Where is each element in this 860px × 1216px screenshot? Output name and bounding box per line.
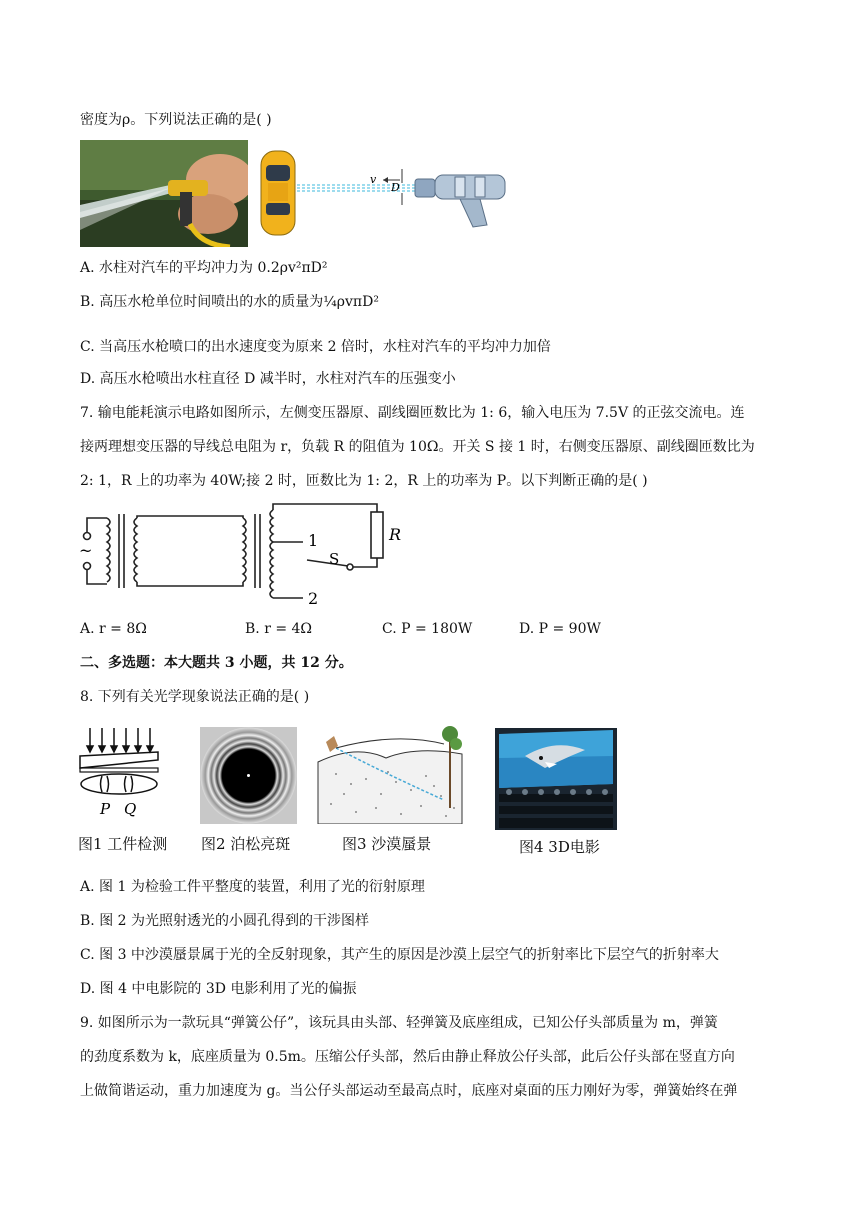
switch-terminal-2: 2 (308, 589, 319, 608)
switch-label: S (329, 550, 340, 568)
q7-line-3: 2: 1，R 上的功率为 40W;接 2 时，匝数比为 1: 2，R 上的功率为 P。以下判断正确的是( ) (80, 473, 648, 489)
section-heading: 二、多选题：本大题共 3 小题，共 12 分。 (80, 655, 353, 671)
q6-option-a: A. 水柱对汽车的平均冲力为 0.2ρv²πD² (80, 260, 328, 276)
q6-intro: 密度为ρ。下列说法正确的是( ) (80, 112, 272, 128)
water-gun-photo (80, 140, 248, 247)
q8-option-b: B. 图 2 为光照射透光的小圆孔得到的干涉图样 (80, 913, 369, 929)
q6-option-d: D. 高压水枪喷出水柱直径 D 减半时，水柱对汽车的压强变小 (80, 371, 456, 387)
poisson-spot-figure (200, 727, 297, 824)
car-water-gun-diagram (255, 147, 510, 237)
label-p: P (100, 800, 111, 818)
q9-line-1: 9. 如图所示为一款玩具“弹簧公仔”，该玩具由头部、轻弹簧及底座组成，已知公仔头部质量为 m，弹簧 (80, 1015, 718, 1031)
q9-line-2: 的劲度系数为 k，底座质量为 0.5m。压缩公仔头部，然后由静止释放公仔头部，此后公仔头部在竖直方向 (80, 1049, 735, 1065)
q8-option-c: C. 图 3 中沙漠蜃景属于光的全反射现象，其产生的原因是沙漠上层空气的折射率比下层空气的折射率大 (80, 947, 719, 963)
fig4-caption: 图4 3D电影 (519, 838, 600, 856)
q7-line-2: 接两理想变压器的导线总电阻为 r，负载 R 的阻值为 10Ω。开关 S 接 1 时，右侧变压器原、副线圈匝数比为 (80, 439, 755, 455)
diameter-label: D (391, 181, 400, 194)
switch-terminal-1: 1 (308, 531, 319, 550)
ac-source-symbol: ~ (79, 541, 93, 560)
q8-stem: 8. 下列有关光学现象说法正确的是( ) (80, 689, 310, 705)
q7-option-a: A. r = 8Ω (80, 621, 147, 637)
q7-line-1: 7. 输电能耗演示电路如图所示，左侧变压器原、副线圈匝数比为 1: 6，输入电压为 7.5V 的正弦交流电。连 (80, 405, 745, 421)
q6-option-c: C. 当高压水枪喷口的出水速度变为原来 2 倍时，水柱对汽车的平均冲力加倍 (80, 339, 551, 355)
fig2-caption: 图2 泊松亮斑 (201, 835, 291, 853)
q9-line-3: 上做简谐运动，重力加速度为 g。当公仔头部运动至最高点时，底座对桌面的压力刚好为零，弹簧始终在弹 (80, 1083, 738, 1099)
resistor-label: R (389, 525, 402, 544)
q7-option-b: B. r = 4Ω (245, 621, 313, 637)
workpiece-test-figure (78, 726, 162, 822)
desert-mirage-figure (316, 724, 464, 824)
label-q: Q (124, 800, 137, 818)
q8-option-a: A. 图 1 为检验工件平整度的装置，利用了光的衍射原理 (80, 879, 425, 895)
q7-option-d: D. P = 90W (519, 621, 601, 637)
q6-option-b: B. 高压水枪单位时间喷出的水的质量为¼ρvπD² (80, 294, 379, 310)
fig1-caption: 图1 工件检测 (78, 835, 168, 853)
fig3-caption: 图3 沙漠蜃景 (342, 835, 432, 853)
q7-option-c: C. P = 180W (382, 621, 473, 637)
transformer-circuit-diagram (75, 500, 415, 610)
velocity-label: v (370, 173, 377, 186)
3d-movie-figure (495, 728, 617, 830)
q8-option-d: D. 图 4 中电影院的 3D 电影利用了光的偏振 (80, 981, 357, 997)
